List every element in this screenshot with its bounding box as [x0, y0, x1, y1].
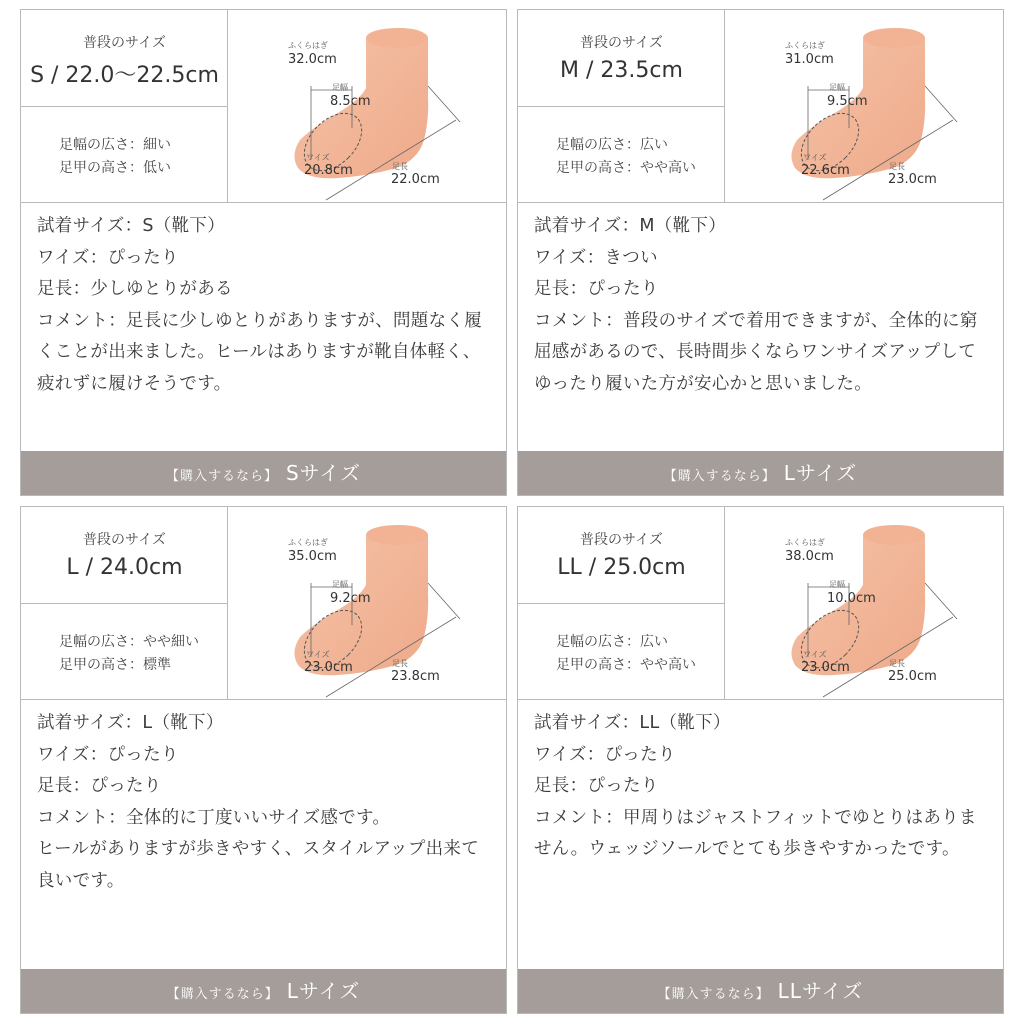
review-text — [21, 203, 506, 400]
usual-size-value: L / 24.0cm — [66, 555, 183, 580]
review-line: 足長：少しゆとりがある — [37, 279, 233, 299]
review-line: 足長：ぴったり — [37, 776, 162, 796]
buy-recommendation-bar — [21, 451, 506, 495]
foot-width-text: 足幅の広さ：やや細い — [59, 634, 199, 650]
usual-size-label: 普段のサイズ — [83, 532, 166, 548]
foot-width-label: 足幅 — [829, 83, 845, 92]
foot-width-value: 8.5cm — [330, 94, 371, 109]
review-line: コメント：甲周りはジャストフィットでゆとりはありません。ウェッジソールでとても歩きやすかったです。 — [534, 807, 977, 859]
buy-size: Sサイズ — [285, 461, 362, 485]
card-top — [518, 10, 1003, 203]
calf-value: 31.0cm — [785, 52, 834, 67]
card-top — [518, 507, 1003, 700]
wise-value: 23.0cm — [304, 660, 353, 675]
review-text — [518, 203, 1003, 400]
foot-diagram — [725, 507, 1003, 700]
length-guide-heel — [925, 86, 957, 122]
calf-label: ふくらはぎ — [785, 538, 825, 547]
card-top — [21, 507, 506, 700]
review-line: 試着サイズ：S（靴下） — [37, 216, 226, 236]
foot-info-box — [21, 107, 228, 203]
wise-label: ワイズ — [803, 650, 827, 659]
buy-recommendation-bar — [21, 969, 506, 1013]
foot-width-label: 足幅 — [332, 580, 348, 589]
length-value: 22.0cm — [391, 172, 440, 187]
wise-value: 22.6cm — [801, 163, 850, 178]
buy-prefix: 【購入するなら】 — [663, 469, 776, 484]
buy-size: Lサイズ — [286, 979, 361, 1003]
length-label: 足長 — [889, 659, 905, 668]
foot-diagram — [228, 10, 506, 203]
size-card-s — [20, 9, 507, 496]
review-line: ワイズ：ぴったり — [37, 744, 179, 765]
foot-width-text: 足幅の広さ：広い — [556, 634, 668, 650]
foot-width-label: 足幅 — [332, 83, 348, 92]
length-label: 足長 — [392, 659, 408, 668]
usual-size-label: 普段のサイズ — [83, 35, 166, 51]
usual-size-label: 普段のサイズ — [580, 35, 663, 51]
size-info-column — [518, 507, 725, 700]
size-card-ll — [517, 506, 1004, 1014]
usual-size-box — [518, 507, 725, 604]
calf-value: 32.0cm — [288, 52, 337, 67]
calf-value: 38.0cm — [785, 549, 834, 564]
length-value: 25.0cm — [888, 669, 937, 684]
foot-width-text: 足幅の広さ：細い — [59, 137, 171, 153]
buy-size: LLサイズ — [777, 979, 864, 1003]
foot-info-box — [518, 107, 725, 203]
length-label: 足長 — [392, 162, 408, 171]
wise-value: 23.0cm — [801, 660, 850, 675]
review-line: ヒールがありますが歩きやすく、スタイルアップ出来て良いです。 — [37, 839, 480, 891]
review-line: 試着サイズ：M（靴下） — [534, 216, 726, 236]
buy-prefix: 【購入するなら】 — [166, 987, 279, 1002]
foot-width-text: 足幅の広さ：広い — [556, 137, 668, 153]
length-guide-heel — [925, 583, 957, 619]
buy-prefix: 【購入するなら】 — [165, 469, 278, 484]
foot-width-label: 足幅 — [829, 580, 845, 589]
foot-info-box — [518, 604, 725, 700]
foot-info-box — [21, 604, 228, 700]
size-card-l — [20, 506, 507, 1014]
buy-size: Lサイズ — [783, 461, 858, 485]
buy-recommendation-bar — [518, 969, 1003, 1013]
size-info-column — [21, 507, 228, 700]
review-line: 足長：ぴったり — [534, 776, 659, 796]
review-line: コメント：全体的に丁度いいサイズ感です。 — [37, 807, 391, 828]
usual-size-box — [21, 10, 228, 107]
calf-value: 35.0cm — [288, 549, 337, 564]
card-top — [21, 10, 506, 203]
foot-diagram — [228, 507, 506, 700]
length-label: 足長 — [889, 162, 905, 171]
wise-label: ワイズ — [306, 153, 330, 162]
size-info-column — [21, 10, 228, 203]
length-guide-heel — [428, 583, 460, 619]
calf-label: ふくらはぎ — [785, 41, 825, 50]
review-line: ワイズ：ぴったり — [37, 247, 179, 268]
foot-width-value: 9.2cm — [330, 591, 371, 606]
usual-size-value: M / 23.5cm — [560, 58, 683, 83]
foot-diagram — [725, 10, 1003, 203]
buy-recommendation-bar — [518, 451, 1003, 495]
calf-label: ふくらはぎ — [288, 41, 328, 50]
usual-size-value: S / 22.0～22.5cm — [30, 63, 219, 88]
instep-height-text: 足甲の高さ：やや高い — [556, 657, 696, 673]
calf-top — [863, 28, 925, 48]
wise-label: ワイズ — [306, 650, 330, 659]
usual-size-box — [21, 507, 228, 604]
foot-width-value: 10.0cm — [827, 591, 876, 606]
review-line: 足長：ぴったり — [534, 279, 659, 299]
size-card-m — [517, 9, 1004, 496]
review-line: ワイズ：ぴったり — [534, 744, 676, 765]
calf-top — [863, 525, 925, 545]
usual-size-value: LL / 25.0cm — [557, 555, 686, 580]
usual-size-box — [518, 10, 725, 107]
review-text — [21, 700, 506, 897]
review-line: 試着サイズ：LL（靴下） — [534, 713, 731, 733]
review-line: ワイズ：きつい — [534, 247, 658, 268]
instep-height-text: 足甲の高さ：標準 — [59, 657, 171, 673]
review-line: コメント：普段のサイズで着用できますが、全体的に窮屈感があるので、長時間歩くならワンサイズアップしてゆったり履いた方が安心かと思いました。 — [534, 310, 978, 394]
length-guide-heel — [428, 86, 460, 122]
review-line: 試着サイズ：L（靴下） — [37, 713, 224, 733]
calf-label: ふくらはぎ — [288, 538, 328, 547]
calf-top — [366, 525, 428, 545]
wise-value: 20.8cm — [304, 163, 353, 178]
foot-width-value: 9.5cm — [827, 94, 868, 109]
length-value: 23.0cm — [888, 172, 937, 187]
buy-prefix: 【購入するなら】 — [657, 987, 770, 1002]
instep-height-text: 足甲の高さ：やや高い — [556, 160, 696, 176]
calf-top — [366, 28, 428, 48]
instep-height-text: 足甲の高さ：低い — [59, 160, 171, 176]
review-line: コメント：足長に少しゆとりがありますが、問題なく履くことが出来ました。ヒールはありますが靴自体軽く、疲れずに履けそうです。 — [37, 310, 482, 394]
review-text — [518, 700, 1003, 866]
length-value: 23.8cm — [391, 669, 440, 684]
wise-label: ワイズ — [803, 153, 827, 162]
size-info-column — [518, 10, 725, 203]
usual-size-label: 普段のサイズ — [580, 532, 663, 548]
